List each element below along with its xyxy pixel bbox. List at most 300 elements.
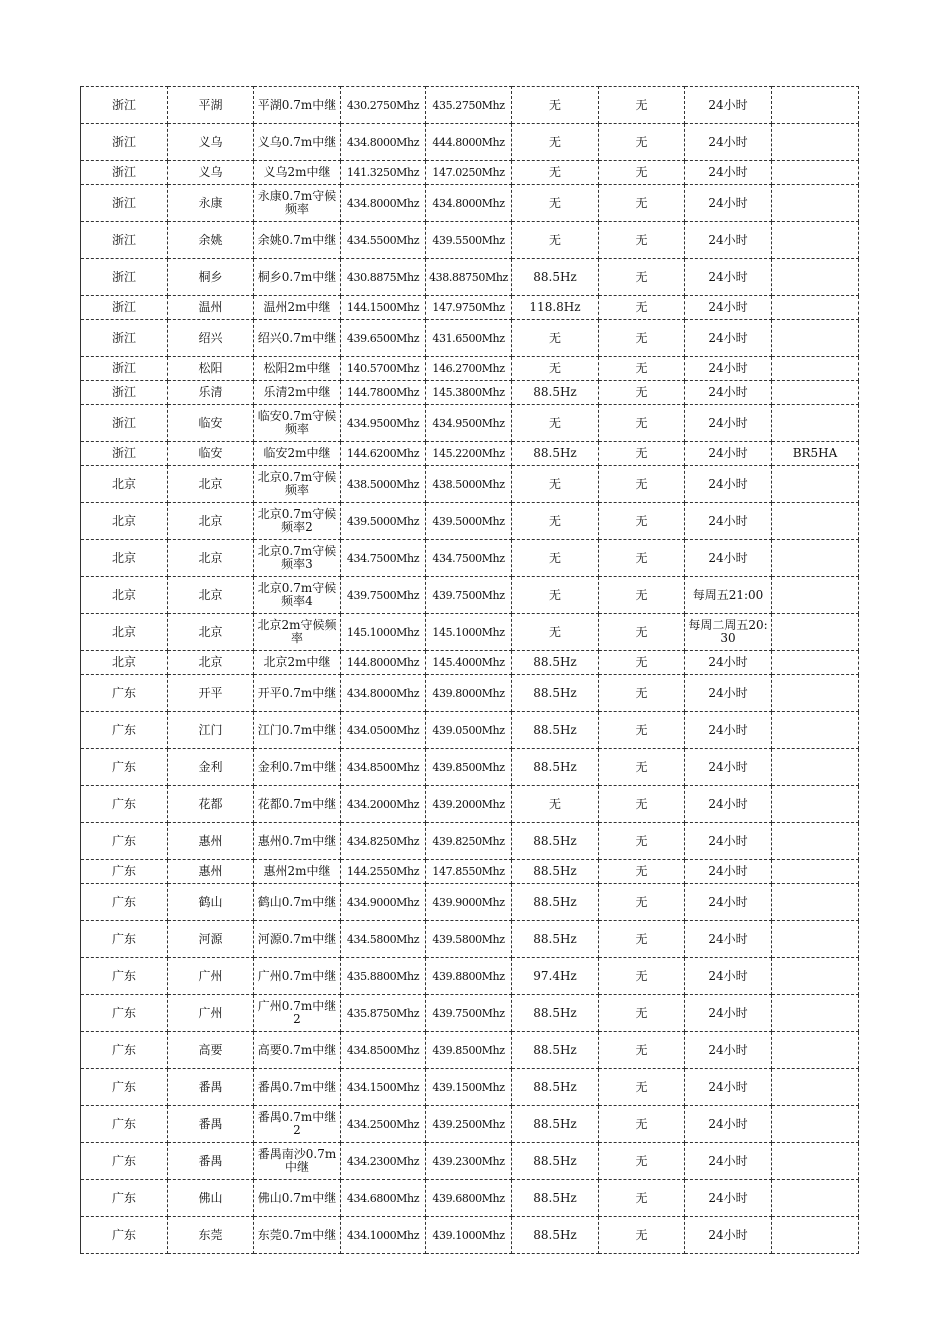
rx-frequency-cell: 438.88750Mhz — [426, 259, 512, 296]
schedule-cell: 24小时 — [685, 1217, 772, 1254]
station-name-cell: 东莞0.7m中继 — [254, 1217, 341, 1254]
table-row — [81, 466, 859, 503]
tone2-cell: 无 — [599, 87, 685, 124]
province-cell: 浙江 — [81, 442, 168, 466]
tx-frequency-cell: 435.8750Mhz — [341, 995, 426, 1032]
tone2-cell: 无 — [599, 259, 685, 296]
tone2-cell: 无 — [599, 381, 685, 405]
province-cell: 广东 — [81, 1032, 168, 1069]
station-name-cell: 桐乡0.7m中继 — [254, 259, 341, 296]
tone2-cell: 无 — [599, 185, 685, 222]
table-row — [81, 675, 859, 712]
city-cell: 开平 — [168, 675, 254, 712]
tone-cell: 无 — [512, 614, 599, 651]
tx-frequency-cell: 438.5000Mhz — [341, 466, 426, 503]
station-name-cell: 绍兴0.7m中继 — [254, 320, 341, 357]
schedule-cell: 24小时 — [685, 921, 772, 958]
station-name-cell: 乐清2m中继 — [254, 381, 341, 405]
tx-frequency-cell: 144.6200Mhz — [341, 442, 426, 466]
tone2-cell: 无 — [599, 540, 685, 577]
schedule-cell: 24小时 — [685, 823, 772, 860]
tx-frequency-cell: 435.8800Mhz — [341, 958, 426, 995]
tone-cell: 无 — [512, 466, 599, 503]
rx-frequency-cell: 439.8800Mhz — [426, 958, 512, 995]
tone2-cell: 无 — [599, 1106, 685, 1143]
tone2-cell: 无 — [599, 1032, 685, 1069]
city-cell: 北京 — [168, 503, 254, 540]
note-cell — [772, 87, 859, 124]
table-row — [81, 1069, 859, 1106]
schedule-cell: 24小时 — [685, 161, 772, 185]
tx-frequency-cell: 434.9000Mhz — [341, 884, 426, 921]
rx-frequency-cell: 147.9750Mhz — [426, 296, 512, 320]
table-row — [81, 1143, 859, 1180]
city-cell: 番禺 — [168, 1143, 254, 1180]
schedule-cell: 24小时 — [685, 503, 772, 540]
note-cell — [772, 124, 859, 161]
station-name-cell: 临安2m中继 — [254, 442, 341, 466]
note-cell — [772, 995, 859, 1032]
schedule-cell: 24小时 — [685, 651, 772, 675]
table-row — [81, 921, 859, 958]
tone-cell: 无 — [512, 87, 599, 124]
schedule-cell: 24小时 — [685, 357, 772, 381]
tone2-cell: 无 — [599, 357, 685, 381]
schedule-cell: 24小时 — [685, 442, 772, 466]
tone-cell: 无 — [512, 540, 599, 577]
table-row — [81, 405, 859, 442]
table-row — [81, 357, 859, 381]
schedule-cell: 24小时 — [685, 381, 772, 405]
province-cell: 北京 — [81, 614, 168, 651]
schedule-cell: 24小时 — [685, 87, 772, 124]
city-cell: 河源 — [168, 921, 254, 958]
table-row — [81, 87, 859, 124]
table-row — [81, 442, 859, 466]
schedule-cell: 24小时 — [685, 405, 772, 442]
note-cell — [772, 1143, 859, 1180]
tone-cell: 无 — [512, 786, 599, 823]
table-row — [81, 651, 859, 675]
province-cell: 浙江 — [81, 405, 168, 442]
tone2-cell: 无 — [599, 712, 685, 749]
note-cell — [772, 259, 859, 296]
province-cell: 广东 — [81, 1069, 168, 1106]
tx-frequency-cell: 439.6500Mhz — [341, 320, 426, 357]
rx-frequency-cell: 439.8250Mhz — [426, 823, 512, 860]
city-cell: 金利 — [168, 749, 254, 786]
schedule-cell: 24小时 — [685, 860, 772, 884]
tone-cell: 88.5Hz — [512, 823, 599, 860]
city-cell: 松阳 — [168, 357, 254, 381]
table-row — [81, 614, 859, 651]
province-cell: 北京 — [81, 651, 168, 675]
tx-frequency-cell: 434.8000Mhz — [341, 185, 426, 222]
city-cell: 高要 — [168, 1032, 254, 1069]
note-cell — [772, 1032, 859, 1069]
station-name-cell: 北京0.7m守候频率2 — [254, 503, 341, 540]
tone2-cell: 无 — [599, 675, 685, 712]
schedule-cell: 24小时 — [685, 466, 772, 503]
schedule-cell: 24小时 — [685, 958, 772, 995]
rx-frequency-cell: 439.2500Mhz — [426, 1106, 512, 1143]
station-name-cell: 北京0.7m守候频率4 — [254, 577, 341, 614]
tone2-cell: 无 — [599, 786, 685, 823]
city-cell: 北京 — [168, 540, 254, 577]
tone2-cell: 无 — [599, 503, 685, 540]
rx-frequency-cell: 434.9500Mhz — [426, 405, 512, 442]
tone-cell: 无 — [512, 222, 599, 259]
station-name-cell: 河源0.7m中继 — [254, 921, 341, 958]
tone-cell: 88.5Hz — [512, 995, 599, 1032]
tone-cell: 88.5Hz — [512, 1106, 599, 1143]
tone-cell: 无 — [512, 577, 599, 614]
rx-frequency-cell: 439.8500Mhz — [426, 1032, 512, 1069]
tone-cell: 88.5Hz — [512, 1143, 599, 1180]
note-cell — [772, 675, 859, 712]
tx-frequency-cell: 140.5700Mhz — [341, 357, 426, 381]
schedule-cell: 24小时 — [685, 675, 772, 712]
tone-cell: 88.5Hz — [512, 1180, 599, 1217]
province-cell: 广东 — [81, 1143, 168, 1180]
city-cell: 临安 — [168, 405, 254, 442]
tx-frequency-cell: 434.1000Mhz — [341, 1217, 426, 1254]
city-cell: 番禺 — [168, 1106, 254, 1143]
table-row — [81, 185, 859, 222]
note-cell — [772, 921, 859, 958]
station-name-cell: 北京0.7m守候频率 — [254, 466, 341, 503]
rx-frequency-cell: 147.0250Mhz — [426, 161, 512, 185]
station-name-cell: 番禺0.7m中继2 — [254, 1106, 341, 1143]
city-cell: 平湖 — [168, 87, 254, 124]
rx-frequency-cell: 439.9000Mhz — [426, 884, 512, 921]
tone-cell: 88.5Hz — [512, 1032, 599, 1069]
rx-frequency-cell: 439.8500Mhz — [426, 749, 512, 786]
rx-frequency-cell: 439.6800Mhz — [426, 1180, 512, 1217]
tone-cell: 88.5Hz — [512, 860, 599, 884]
schedule-cell: 24小时 — [685, 296, 772, 320]
tx-frequency-cell: 434.7500Mhz — [341, 540, 426, 577]
tone-cell: 无 — [512, 320, 599, 357]
tx-frequency-cell: 434.2500Mhz — [341, 1106, 426, 1143]
province-cell: 广东 — [81, 1106, 168, 1143]
tone-cell: 无 — [512, 503, 599, 540]
tone2-cell: 无 — [599, 995, 685, 1032]
table-row — [81, 712, 859, 749]
tone2-cell: 无 — [599, 222, 685, 259]
schedule-cell: 24小时 — [685, 995, 772, 1032]
city-cell: 义乌 — [168, 161, 254, 185]
station-name-cell: 广州0.7m中继 — [254, 958, 341, 995]
tx-frequency-cell: 439.7500Mhz — [341, 577, 426, 614]
tone2-cell: 无 — [599, 884, 685, 921]
tone2-cell: 无 — [599, 442, 685, 466]
tx-frequency-cell: 144.7800Mhz — [341, 381, 426, 405]
city-cell: 永康 — [168, 185, 254, 222]
schedule-cell: 24小时 — [685, 222, 772, 259]
rx-frequency-cell: 439.1500Mhz — [426, 1069, 512, 1106]
rx-frequency-cell: 439.8000Mhz — [426, 675, 512, 712]
province-cell: 浙江 — [81, 185, 168, 222]
city-cell: 北京 — [168, 651, 254, 675]
city-cell: 广州 — [168, 958, 254, 995]
tone-cell: 无 — [512, 161, 599, 185]
station-name-cell: 番禺南沙0.7m中继 — [254, 1143, 341, 1180]
tone-cell: 118.8Hz — [512, 296, 599, 320]
province-cell: 广东 — [81, 675, 168, 712]
table-row — [81, 296, 859, 320]
station-name-cell: 花都0.7m中继 — [254, 786, 341, 823]
province-cell: 北京 — [81, 577, 168, 614]
province-cell: 广东 — [81, 958, 168, 995]
station-name-cell: 金利0.7m中继 — [254, 749, 341, 786]
city-cell: 桐乡 — [168, 259, 254, 296]
tx-frequency-cell: 144.1500Mhz — [341, 296, 426, 320]
province-cell: 浙江 — [81, 87, 168, 124]
tone-cell: 无 — [512, 357, 599, 381]
note-cell — [772, 1069, 859, 1106]
station-name-cell: 高要0.7m中继 — [254, 1032, 341, 1069]
tone2-cell: 无 — [599, 296, 685, 320]
province-cell: 广东 — [81, 823, 168, 860]
rx-frequency-cell: 145.3800Mhz — [426, 381, 512, 405]
province-cell: 浙江 — [81, 161, 168, 185]
tone2-cell: 无 — [599, 320, 685, 357]
station-name-cell: 温州2m中继 — [254, 296, 341, 320]
tone-cell: 88.5Hz — [512, 381, 599, 405]
table-row — [81, 1106, 859, 1143]
station-name-cell: 惠州2m中继 — [254, 860, 341, 884]
tone-cell: 88.5Hz — [512, 675, 599, 712]
station-name-cell: 余姚0.7m中继 — [254, 222, 341, 259]
tone2-cell: 无 — [599, 1069, 685, 1106]
tx-frequency-cell: 141.3250Mhz — [341, 161, 426, 185]
province-cell: 北京 — [81, 540, 168, 577]
city-cell: 惠州 — [168, 823, 254, 860]
schedule-cell: 24小时 — [685, 1180, 772, 1217]
tone-cell: 88.5Hz — [512, 749, 599, 786]
tx-frequency-cell: 430.2750Mhz — [341, 87, 426, 124]
tx-frequency-cell: 434.8250Mhz — [341, 823, 426, 860]
station-name-cell: 临安0.7m守候频率 — [254, 405, 341, 442]
station-name-cell: 佛山0.7m中继 — [254, 1180, 341, 1217]
note-cell — [772, 320, 859, 357]
station-name-cell: 鹤山0.7m中继 — [254, 884, 341, 921]
table-row — [81, 320, 859, 357]
table-row — [81, 958, 859, 995]
tone-cell: 97.4Hz — [512, 958, 599, 995]
note-cell — [772, 161, 859, 185]
table-row — [81, 381, 859, 405]
table-row — [81, 503, 859, 540]
tx-frequency-cell: 434.6800Mhz — [341, 1180, 426, 1217]
province-cell: 广东 — [81, 712, 168, 749]
tx-frequency-cell: 430.8875Mhz — [341, 259, 426, 296]
province-cell: 浙江 — [81, 259, 168, 296]
rx-frequency-cell: 431.6500Mhz — [426, 320, 512, 357]
tone2-cell: 无 — [599, 405, 685, 442]
province-cell: 广东 — [81, 995, 168, 1032]
province-cell: 广东 — [81, 786, 168, 823]
note-cell — [772, 1217, 859, 1254]
station-name-cell: 北京2m守候频率 — [254, 614, 341, 651]
rx-frequency-cell: 439.2300Mhz — [426, 1143, 512, 1180]
table-row — [81, 161, 859, 185]
rx-frequency-cell: 147.8550Mhz — [426, 860, 512, 884]
schedule-cell: 24小时 — [685, 786, 772, 823]
province-cell: 浙江 — [81, 222, 168, 259]
table-body — [81, 87, 859, 1254]
province-cell: 北京 — [81, 503, 168, 540]
table-row — [81, 124, 859, 161]
city-cell: 北京 — [168, 614, 254, 651]
note-cell — [772, 749, 859, 786]
province-cell: 浙江 — [81, 296, 168, 320]
tx-frequency-cell: 434.2300Mhz — [341, 1143, 426, 1180]
tone-cell: 88.5Hz — [512, 1069, 599, 1106]
tone2-cell: 无 — [599, 823, 685, 860]
station-name-cell: 永康0.7m守候频率 — [254, 185, 341, 222]
tone2-cell: 无 — [599, 577, 685, 614]
schedule-cell: 24小时 — [685, 1069, 772, 1106]
province-cell: 广东 — [81, 884, 168, 921]
table-row — [81, 259, 859, 296]
note-cell — [772, 614, 859, 651]
province-cell: 浙江 — [81, 124, 168, 161]
city-cell: 北京 — [168, 577, 254, 614]
station-name-cell: 番禺0.7m中继 — [254, 1069, 341, 1106]
table-row — [81, 1217, 859, 1254]
tone2-cell: 无 — [599, 958, 685, 995]
tx-frequency-cell: 434.8000Mhz — [341, 124, 426, 161]
city-cell: 佛山 — [168, 1180, 254, 1217]
rx-frequency-cell: 439.7500Mhz — [426, 577, 512, 614]
note-cell — [772, 958, 859, 995]
table-row — [81, 860, 859, 884]
rx-frequency-cell: 146.2700Mhz — [426, 357, 512, 381]
rx-frequency-cell: 439.5500Mhz — [426, 222, 512, 259]
repeater-table — [80, 86, 859, 1254]
city-cell: 广州 — [168, 995, 254, 1032]
province-cell: 广东 — [81, 921, 168, 958]
schedule-cell: 24小时 — [685, 259, 772, 296]
note-cell — [772, 222, 859, 259]
schedule-cell: 24小时 — [685, 1143, 772, 1180]
table-row — [81, 540, 859, 577]
note-cell — [772, 296, 859, 320]
note-cell: BR5HA — [772, 442, 859, 466]
schedule-cell: 24小时 — [685, 320, 772, 357]
tx-frequency-cell: 144.2550Mhz — [341, 860, 426, 884]
schedule-cell: 24小时 — [685, 1032, 772, 1069]
schedule-cell: 24小时 — [685, 712, 772, 749]
rx-frequency-cell: 439.5800Mhz — [426, 921, 512, 958]
rx-frequency-cell: 145.4000Mhz — [426, 651, 512, 675]
tx-frequency-cell: 434.5500Mhz — [341, 222, 426, 259]
tone2-cell: 无 — [599, 1143, 685, 1180]
rx-frequency-cell: 145.2200Mhz — [426, 442, 512, 466]
table-row — [81, 884, 859, 921]
table-row — [81, 1180, 859, 1217]
tone2-cell: 无 — [599, 1217, 685, 1254]
station-name-cell: 义乌0.7m中继 — [254, 124, 341, 161]
tx-frequency-cell: 434.0500Mhz — [341, 712, 426, 749]
schedule-cell: 24小时 — [685, 124, 772, 161]
rx-frequency-cell: 145.1000Mhz — [426, 614, 512, 651]
province-cell: 广东 — [81, 749, 168, 786]
city-cell: 江门 — [168, 712, 254, 749]
city-cell: 番禺 — [168, 1069, 254, 1106]
tone-cell: 88.5Hz — [512, 712, 599, 749]
tone2-cell: 无 — [599, 860, 685, 884]
note-cell — [772, 786, 859, 823]
note-cell — [772, 503, 859, 540]
rx-frequency-cell: 434.7500Mhz — [426, 540, 512, 577]
rx-frequency-cell: 434.8000Mhz — [426, 185, 512, 222]
note-cell — [772, 884, 859, 921]
rx-frequency-cell: 438.5000Mhz — [426, 466, 512, 503]
station-name-cell: 惠州0.7m中继 — [254, 823, 341, 860]
tx-frequency-cell: 434.2000Mhz — [341, 786, 426, 823]
schedule-cell: 每周五21:00 — [685, 577, 772, 614]
station-name-cell: 平湖0.7m中继 — [254, 87, 341, 124]
station-name-cell: 义乌2m中继 — [254, 161, 341, 185]
city-cell: 鹤山 — [168, 884, 254, 921]
province-cell: 广东 — [81, 1180, 168, 1217]
note-cell — [772, 185, 859, 222]
tone-cell: 88.5Hz — [512, 442, 599, 466]
tx-frequency-cell: 434.8000Mhz — [341, 675, 426, 712]
rx-frequency-cell: 444.8000Mhz — [426, 124, 512, 161]
tx-frequency-cell: 145.1000Mhz — [341, 614, 426, 651]
tone2-cell: 无 — [599, 161, 685, 185]
note-cell — [772, 577, 859, 614]
note-cell — [772, 405, 859, 442]
note-cell — [772, 1106, 859, 1143]
province-cell: 浙江 — [81, 357, 168, 381]
tone-cell: 无 — [512, 124, 599, 161]
note-cell — [772, 381, 859, 405]
city-cell: 乐清 — [168, 381, 254, 405]
station-name-cell: 北京0.7m守候频率3 — [254, 540, 341, 577]
tone2-cell: 无 — [599, 921, 685, 958]
note-cell — [772, 712, 859, 749]
city-cell: 义乌 — [168, 124, 254, 161]
tx-frequency-cell: 434.8500Mhz — [341, 749, 426, 786]
schedule-cell: 24小时 — [685, 540, 772, 577]
city-cell: 惠州 — [168, 860, 254, 884]
tone-cell: 无 — [512, 405, 599, 442]
tx-frequency-cell: 434.8500Mhz — [341, 1032, 426, 1069]
tone2-cell: 无 — [599, 124, 685, 161]
station-name-cell: 江门0.7m中继 — [254, 712, 341, 749]
city-cell: 东莞 — [168, 1217, 254, 1254]
tone2-cell: 无 — [599, 749, 685, 786]
schedule-cell: 24小时 — [685, 884, 772, 921]
tone-cell: 88.5Hz — [512, 921, 599, 958]
rx-frequency-cell: 439.7500Mhz — [426, 995, 512, 1032]
tone2-cell: 无 — [599, 466, 685, 503]
table-row — [81, 1032, 859, 1069]
note-cell — [772, 357, 859, 381]
table-row — [81, 222, 859, 259]
schedule-cell: 24小时 — [685, 749, 772, 786]
station-name-cell: 开平0.7m中继 — [254, 675, 341, 712]
tone-cell: 88.5Hz — [512, 1217, 599, 1254]
table-row — [81, 577, 859, 614]
city-cell: 温州 — [168, 296, 254, 320]
note-cell — [772, 651, 859, 675]
